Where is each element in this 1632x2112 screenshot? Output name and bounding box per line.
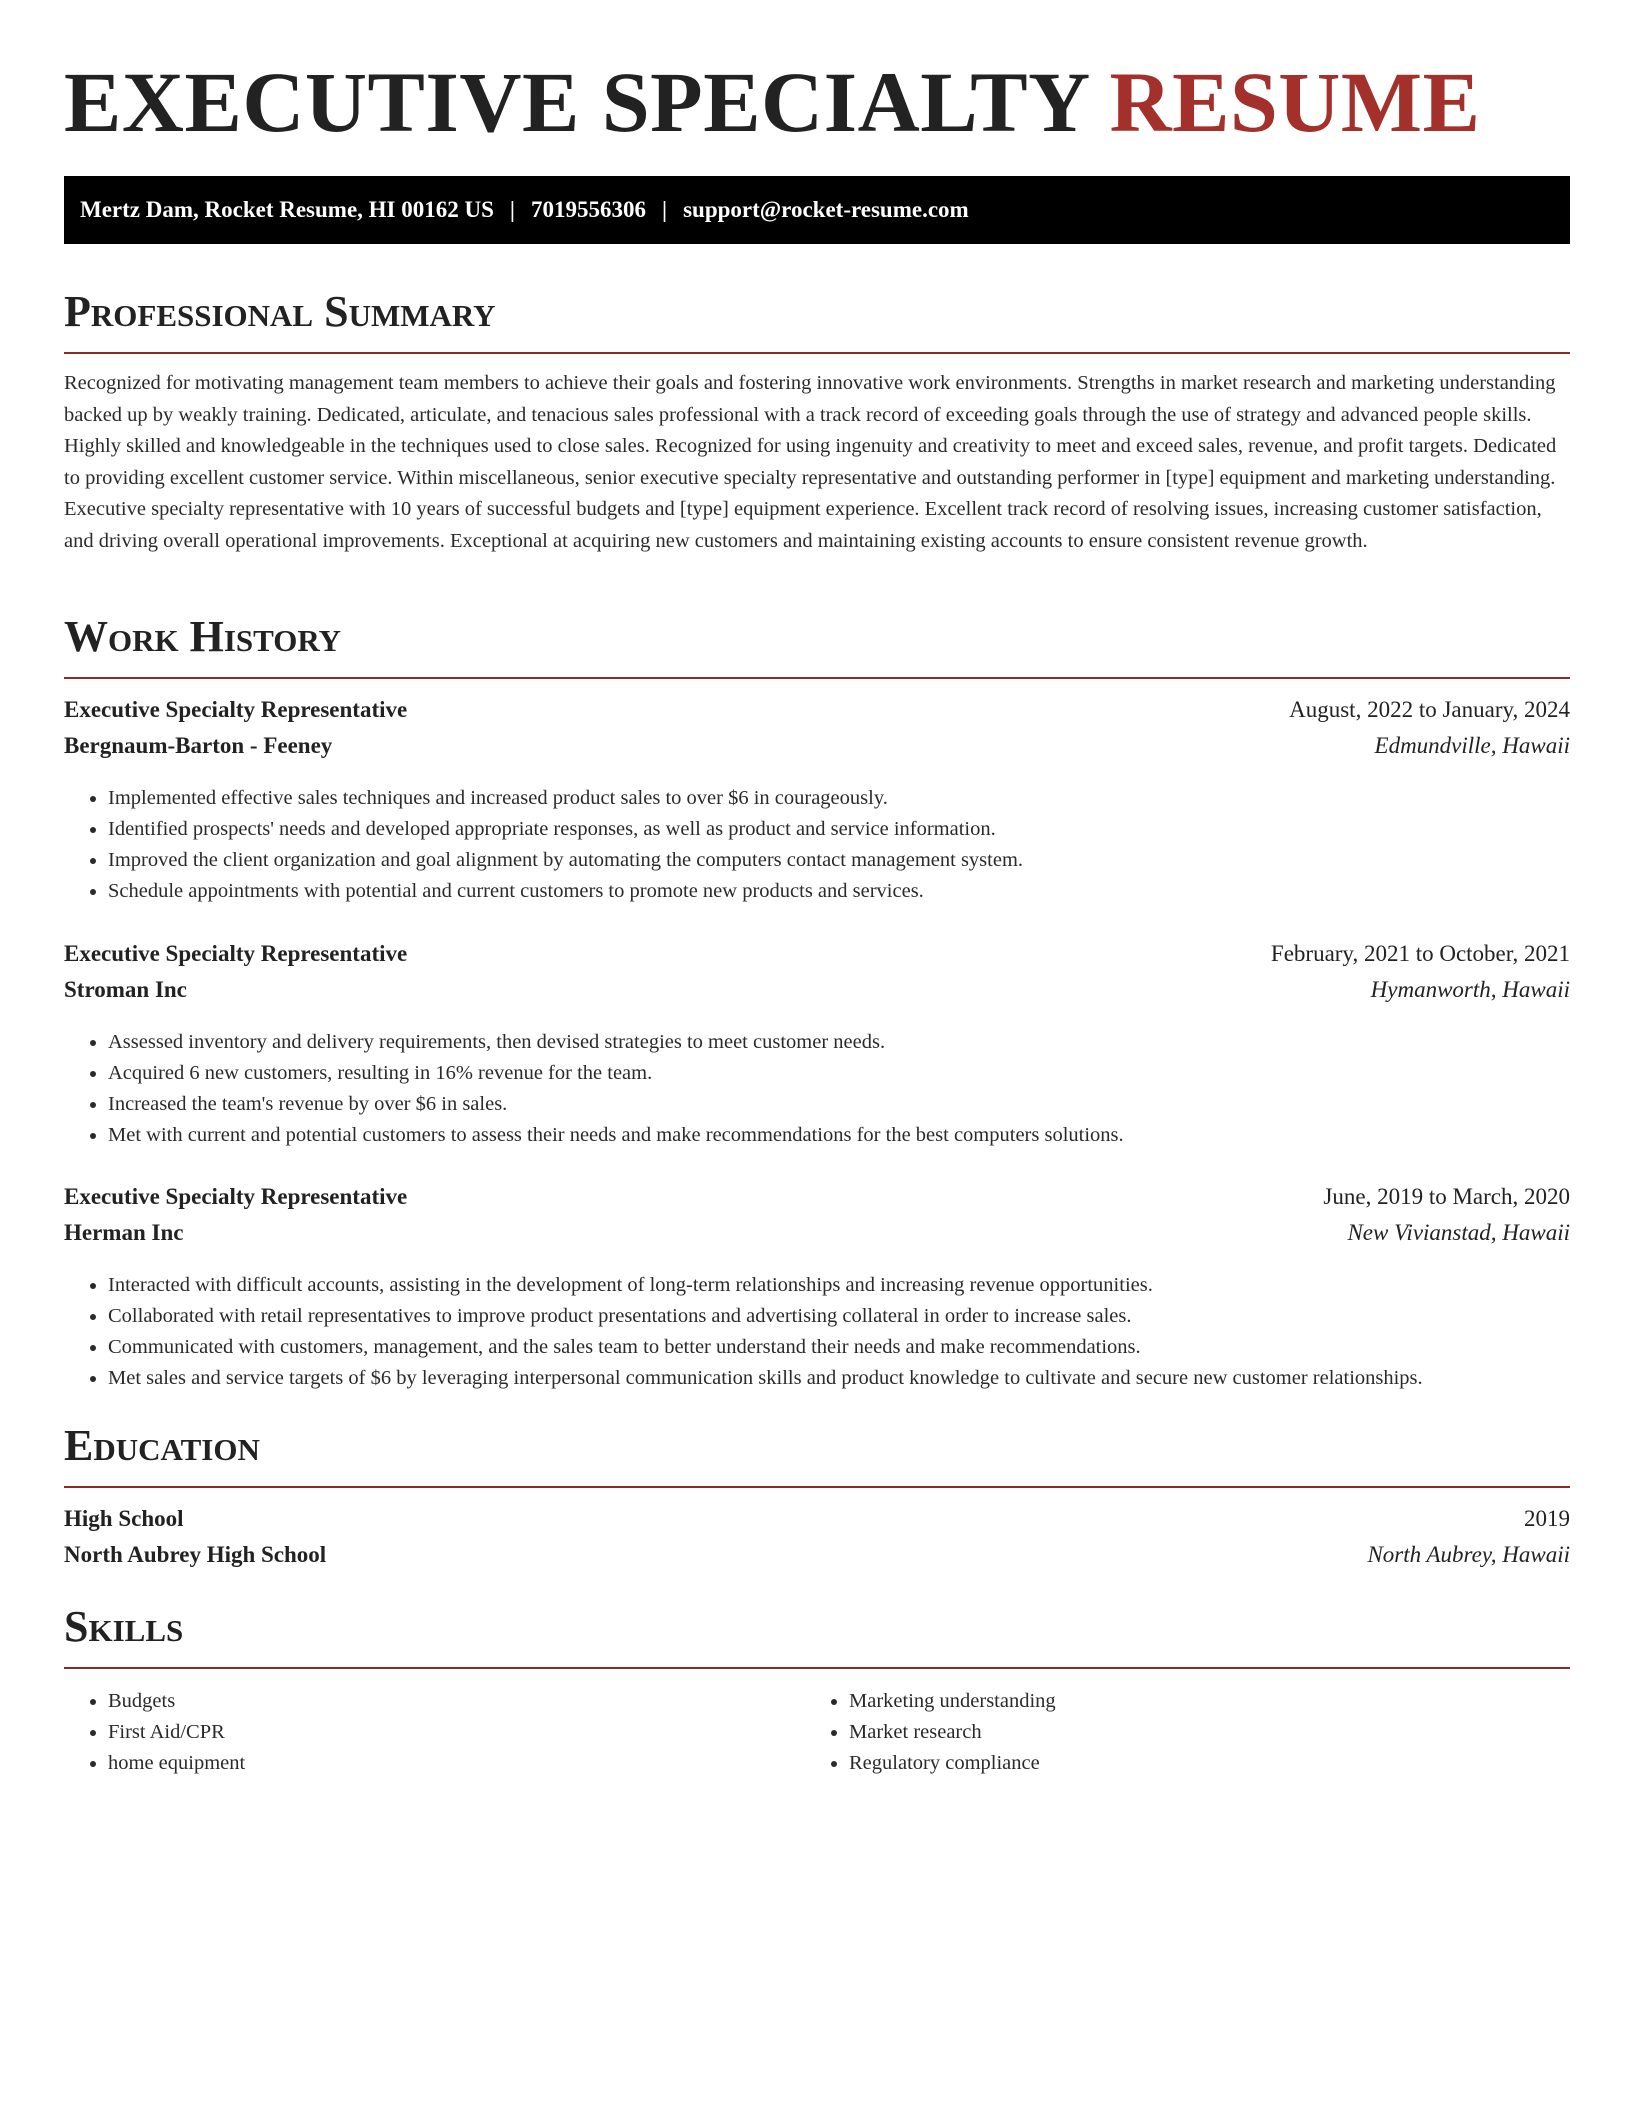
job-bullets — [64, 783, 1570, 907]
skills-heading: Skills — [64, 1599, 1570, 1669]
job-entry — [64, 941, 1570, 1151]
summary-text: Recognized for motivating management team members to achieve their goals and fostering innovative work environments. Strengths in market research and marketing understanding backed up by weakly training. Dedicated, articulate, and tenacious sales professional with a track record of exceeding goals through the use of strategy and advanced people skills. Highly skilled and knowledgeable in the techniques used to close sales. Recognized for using ingenuity and creativity to meet and exceed sales, revenue, and profit targets. Dedicated to providing excellent customer service. Within miscellaneous, senior executive specialty representative and outstanding performer in [type] equipment and marketing understanding. Executive specialty representative with 10 years of successful budgets and [type] equipment experience. Excellent track record of resolving issues, increasing customer satisfaction, and driving overall operational improvements. Exceptional at acquiring new customers and maintaining existing accounts to ensure consistent revenue growth. — [64, 372, 1557, 552]
job-dates: June, 2019 to March, 2020 — [1323, 1184, 1570, 1209]
skill-item: • Budgets — [108, 1686, 805, 1717]
title-accent: RESUME — [1109, 54, 1481, 150]
job-company: Bergnaum-Barton - Feeney — [64, 733, 333, 758]
contact-address: Mertz Dam, Rocket Resume, HI 00162 US — [80, 197, 494, 222]
list-item: • Increased the team's revenue by over $6 in sales. — [108, 1089, 1570, 1120]
list-item: • Schedule appointments with potential and current customers to promote new products and services. — [108, 876, 1570, 907]
contact-phone: 7019556306 — [531, 197, 646, 222]
list-item: • Identified prospects' needs and developed appropriate responses, as well as product and service information. — [108, 814, 1570, 845]
contact-email: support@rocket-resume.com — [683, 197, 969, 222]
list-item: • Met sales and service targets of $6 by leveraging interpersonal communication skills and product knowledge to cultivate and secure new customer relationships. — [108, 1363, 1570, 1394]
list-item: • Improved the client organization and goal alignment by automating the computers contact management system. — [108, 845, 1570, 876]
skill-item: • home equipment — [108, 1748, 805, 1779]
list-item: • Communicated with customers, management, and the sales team to better understand their needs and make recommendations. — [108, 1332, 1570, 1363]
job-location: Hymanworth, Hawaii — [1370, 977, 1570, 1002]
resume-title — [64, 52, 1480, 152]
job-company: Herman Inc — [64, 1220, 184, 1245]
list-item: • Collaborated with retail representatives to improve product presentations and advertising collateral in order to increase sales. — [108, 1301, 1570, 1332]
job-title: Executive Specialty Representative — [64, 941, 408, 966]
job-bullets — [64, 1027, 1570, 1151]
job-title: Executive Specialty Representative — [64, 697, 408, 722]
education-degree: High School — [64, 1506, 184, 1531]
education-school: North Aubrey High School — [64, 1542, 327, 1567]
list-item: • Implemented effective sales techniques and increased product sales to over $6 in courageously. — [108, 783, 1570, 814]
job-dates: February, 2021 to October, 2021 — [1270, 941, 1570, 966]
education-heading: Education — [64, 1418, 1570, 1488]
education-location: North Aubrey, Hawaii — [1367, 1542, 1570, 1567]
summary-heading: Professional Summary — [64, 284, 1570, 354]
contact-separator: | — [509, 197, 515, 222]
skills-column-left — [64, 1686, 805, 1779]
job-title: Executive Specialty Representative — [64, 1184, 408, 1209]
job-entry — [64, 697, 1570, 907]
work-history-heading: Work History — [64, 609, 1570, 679]
skills-column-right — [805, 1686, 1546, 1779]
job-location: Edmundville, Hawaii — [1374, 733, 1570, 758]
skill-item: • Market research — [849, 1717, 1546, 1748]
job-company: Stroman Inc — [64, 977, 187, 1002]
job-entry — [64, 1184, 1570, 1394]
job-bullets — [64, 1270, 1570, 1394]
list-item: • Acquired 6 new customers, resulting in 16% revenue for the team. — [108, 1058, 1570, 1089]
contact-separator: | — [662, 197, 668, 222]
job-dates: August, 2022 to January, 2024 — [1289, 697, 1570, 722]
skills-list — [64, 1686, 1570, 1779]
list-item: • Assessed inventory and delivery requirements, then devised strategies to meet customer needs. — [108, 1027, 1570, 1058]
contact-bar — [64, 176, 1570, 244]
education-entry — [64, 1506, 1570, 1578]
skill-item: • Marketing understanding — [849, 1686, 1546, 1717]
list-item: • Met with current and potential customers to assess their needs and make recommendations for the best computers solutions. — [108, 1120, 1570, 1151]
education-year: 2019 — [1524, 1506, 1570, 1531]
list-item: • Interacted with difficult accounts, assisting in the development of long-term relationships and increasing revenue opportunities. — [108, 1270, 1570, 1301]
skill-item: • Regulatory compliance — [849, 1748, 1546, 1779]
title-main: EXECUTIVE SPECIALTY — [64, 54, 1088, 150]
job-location: New Vivianstad, Hawaii — [1347, 1220, 1570, 1245]
skill-item: • First Aid/CPR — [108, 1717, 805, 1748]
